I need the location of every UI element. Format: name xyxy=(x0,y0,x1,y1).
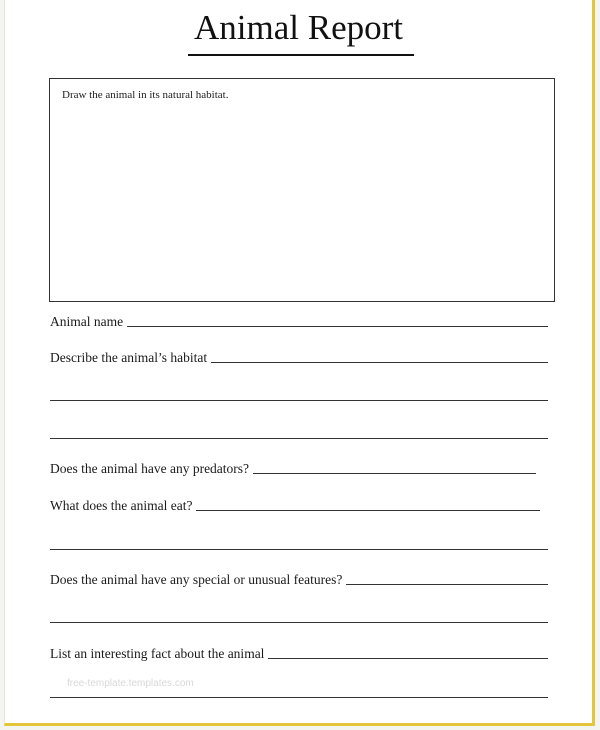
field-label: List an interesting fact about the animal xyxy=(50,646,265,661)
predators-field[interactable] xyxy=(50,459,536,477)
animal-name-field[interactable] xyxy=(50,312,548,330)
answer-line[interactable] xyxy=(253,473,536,474)
answer-line[interactable] xyxy=(50,697,548,698)
answer-line[interactable] xyxy=(196,510,540,511)
habitat-line-2[interactable] xyxy=(50,386,548,404)
field-label: Animal name xyxy=(50,314,124,329)
field-label: What does the animal eat? xyxy=(50,498,193,513)
answer-line[interactable] xyxy=(50,438,548,439)
answer-line[interactable] xyxy=(50,549,548,550)
fact-field[interactable] xyxy=(50,644,548,662)
features-line-2[interactable] xyxy=(50,608,548,626)
habitat-field[interactable] xyxy=(50,348,548,366)
answer-line[interactable] xyxy=(50,400,548,401)
answer-line[interactable] xyxy=(346,584,548,585)
title-underline xyxy=(188,54,414,56)
watermark: free-template.templates.com xyxy=(67,678,194,689)
habitat-line-3[interactable] xyxy=(50,424,548,442)
features-field[interactable] xyxy=(50,570,548,588)
worksheet-page xyxy=(4,0,595,726)
drawing-area[interactable] xyxy=(49,78,555,302)
drawing-prompt: Draw the animal in its natural habitat. xyxy=(62,89,229,101)
diet-field[interactable] xyxy=(50,496,540,514)
answer-line[interactable] xyxy=(268,658,548,659)
page-title: Animal Report xyxy=(194,8,403,47)
answer-line[interactable] xyxy=(211,362,548,363)
field-label: Does the animal have any special or unusual features? xyxy=(50,572,343,587)
answer-line[interactable] xyxy=(127,326,548,327)
field-label: Does the animal have any predators? xyxy=(50,461,250,476)
answer-line[interactable] xyxy=(50,622,548,623)
diet-line-2[interactable] xyxy=(50,535,548,553)
field-label: Describe the animal’s habitat xyxy=(50,350,208,365)
